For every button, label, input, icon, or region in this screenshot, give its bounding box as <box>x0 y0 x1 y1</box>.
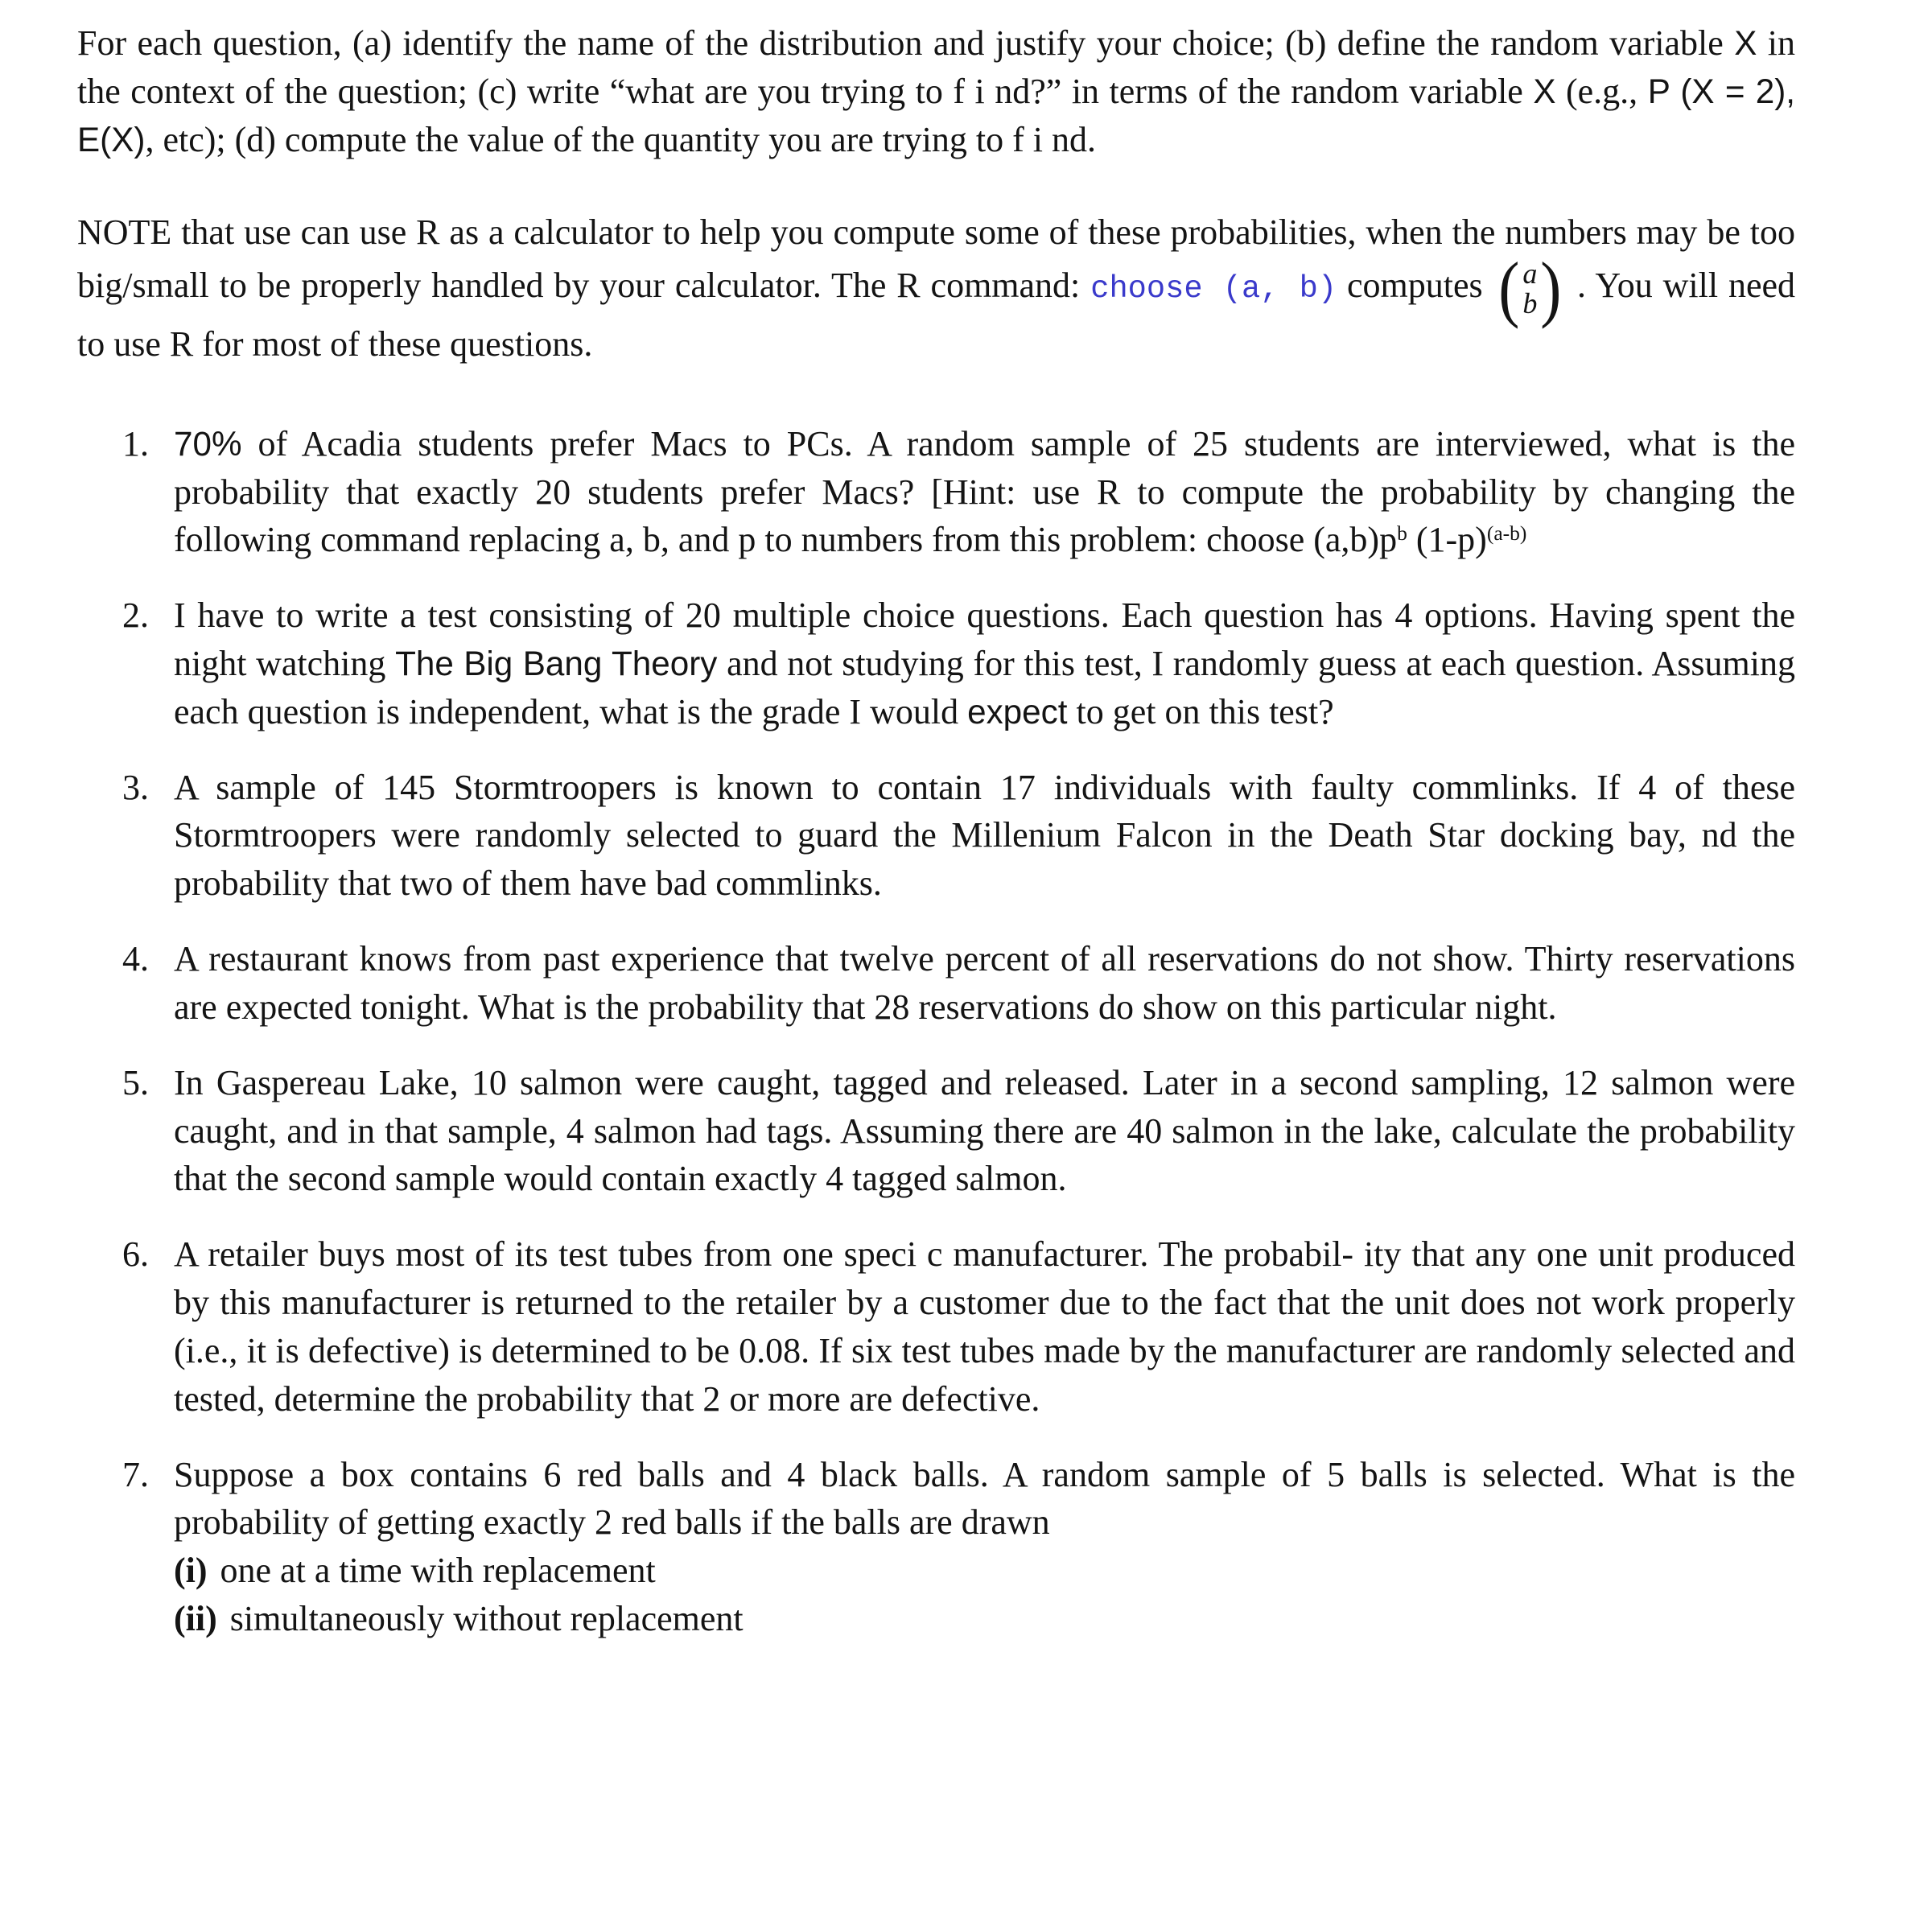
subitem-label: (i) <box>174 1551 208 1591</box>
note-paragraph <box>77 208 1795 368</box>
text-run: A restaurant knows from past experience that twelve percent of all reservations do not show. Thirty reservations are expected tonight. What is the probability that 28 reservations do show on this particular night. <box>174 939 1795 1027</box>
question-item <box>77 1230 1795 1423</box>
text-run: of Acadia students prefer Macs to PCs. A random sample of 25 students are interviewed, what is the probability that exactly 20 students prefer Macs? [Hint: use R to compute the probability by changing the following command replacing a, b, and p to numbers from this problem: choose (a,b)p <box>174 423 1795 560</box>
question-text <box>174 1451 1795 1547</box>
question-item <box>77 764 1795 908</box>
text-run-sans: expect <box>967 692 1068 731</box>
text-run: NOTE that use can use R as a calculator to help you compute some of these probabilities, when the numbers may be too big/small to be properly handled by your calculator. The R command: <box>77 212 1795 306</box>
text-run: in the context of the question; (c) write “what are you trying to f i nd?” in terms of the random variable <box>77 23 1795 111</box>
text-run: In Gaspereau Lake, 10 salmon were caught, tagged and released. Later in a second sampling, 12 salmon were caught, and in that sample, 4 salmon had tags. Assuming there are 40 salmon in the lake, calculate the probability that the second sample would contain exactly 4 tagged salmon. <box>174 1062 1795 1199</box>
text-run: A retailer buys most of its test tubes from one speci c manufacturer. The probabil- ity that any one unit produced by this manufacturer is returned to the retailer by a customer due to the fact that the unit does not work properly (i.e., it is defective) is determined to be 0.08. If six test tubes made by the manufacturer are randomly selected and tested, determine the probability that 2 or more are defective. <box>174 1234 1795 1419</box>
question-text <box>174 935 1795 1032</box>
question-number: 1. <box>122 423 149 464</box>
text-run: Suppose a box contains 6 red balls and 4 black balls. A random sample of 5 balls is selected. What is the probability of getting exactly 2 red balls if the balls are drawn <box>174 1454 1795 1543</box>
question-number: 5. <box>122 1062 149 1102</box>
question-text <box>174 420 1795 564</box>
question-item <box>77 1451 1795 1643</box>
question-text <box>174 1230 1795 1423</box>
question-number: 6. <box>122 1234 149 1275</box>
text-run: , etc); (d) compute the value of the quantity you are trying to f i nd. <box>145 119 1097 159</box>
question-number: 4. <box>122 939 149 979</box>
question-subitem <box>174 1547 1795 1595</box>
question-list <box>77 420 1795 1643</box>
text-run-sans: The Big Bang Theory <box>395 644 718 682</box>
question-text <box>174 764 1795 908</box>
text-run: For each question, (a) identify the name of the distribution and justify your choice; (b) define the random variable <box>77 23 1735 63</box>
question-item <box>77 1059 1795 1203</box>
text-run: A sample of 145 Stormtroopers is known to contain 17 individuals with faulty commlinks. If 4 of these Stormtroopers were randomly selected to guard the Millenium Falcon in the Death Star docking bay, nd the probability that two of them have bad commlinks. <box>174 767 1795 904</box>
question-text <box>174 1059 1795 1203</box>
question-text <box>174 591 1795 735</box>
text-run: I have to write a test consisting of 20 multiple choice questions. Each question has 4 options. Having spent the night watching <box>174 595 1795 683</box>
subitem-label: (ii) <box>174 1599 217 1639</box>
text-run-sup: b <box>1397 521 1407 546</box>
question-item <box>77 420 1795 564</box>
question-item <box>77 935 1795 1032</box>
text-run-sans: P (X = 2), E(X) <box>77 72 1796 159</box>
text-run-sup: (a-b) <box>1486 521 1527 546</box>
binomial-coefficient: ( a b ) <box>1497 247 1562 330</box>
text-run-sans: X <box>1533 72 1556 110</box>
subitem-text: simultaneously without replacement <box>229 1599 744 1639</box>
text-run: (e.g., <box>1555 71 1648 111</box>
question-number: 3. <box>122 767 149 807</box>
question-item <box>77 591 1795 735</box>
text-run-blue: choose (a, b) <box>1090 271 1337 307</box>
text-run-sans: 70% <box>174 424 242 463</box>
text-run: computes <box>1337 266 1493 306</box>
text-run: . You will need to use R for most of these questions. <box>77 266 1796 364</box>
subitem-text: one at a time with replacement <box>220 1551 656 1591</box>
text-run-sans: X <box>1734 24 1757 62</box>
question-number: 7. <box>122 1454 149 1494</box>
text-run: and not studying for this test, I randomly guess at each question. Assuming each question is independent, what is the grade I would <box>174 643 1795 731</box>
question-number: 2. <box>122 595 149 636</box>
question-subitem <box>174 1595 1795 1643</box>
text-run: to get on this test? <box>1067 691 1334 731</box>
text-run: (1-p) <box>1407 520 1487 560</box>
intro-paragraph <box>77 19 1795 163</box>
